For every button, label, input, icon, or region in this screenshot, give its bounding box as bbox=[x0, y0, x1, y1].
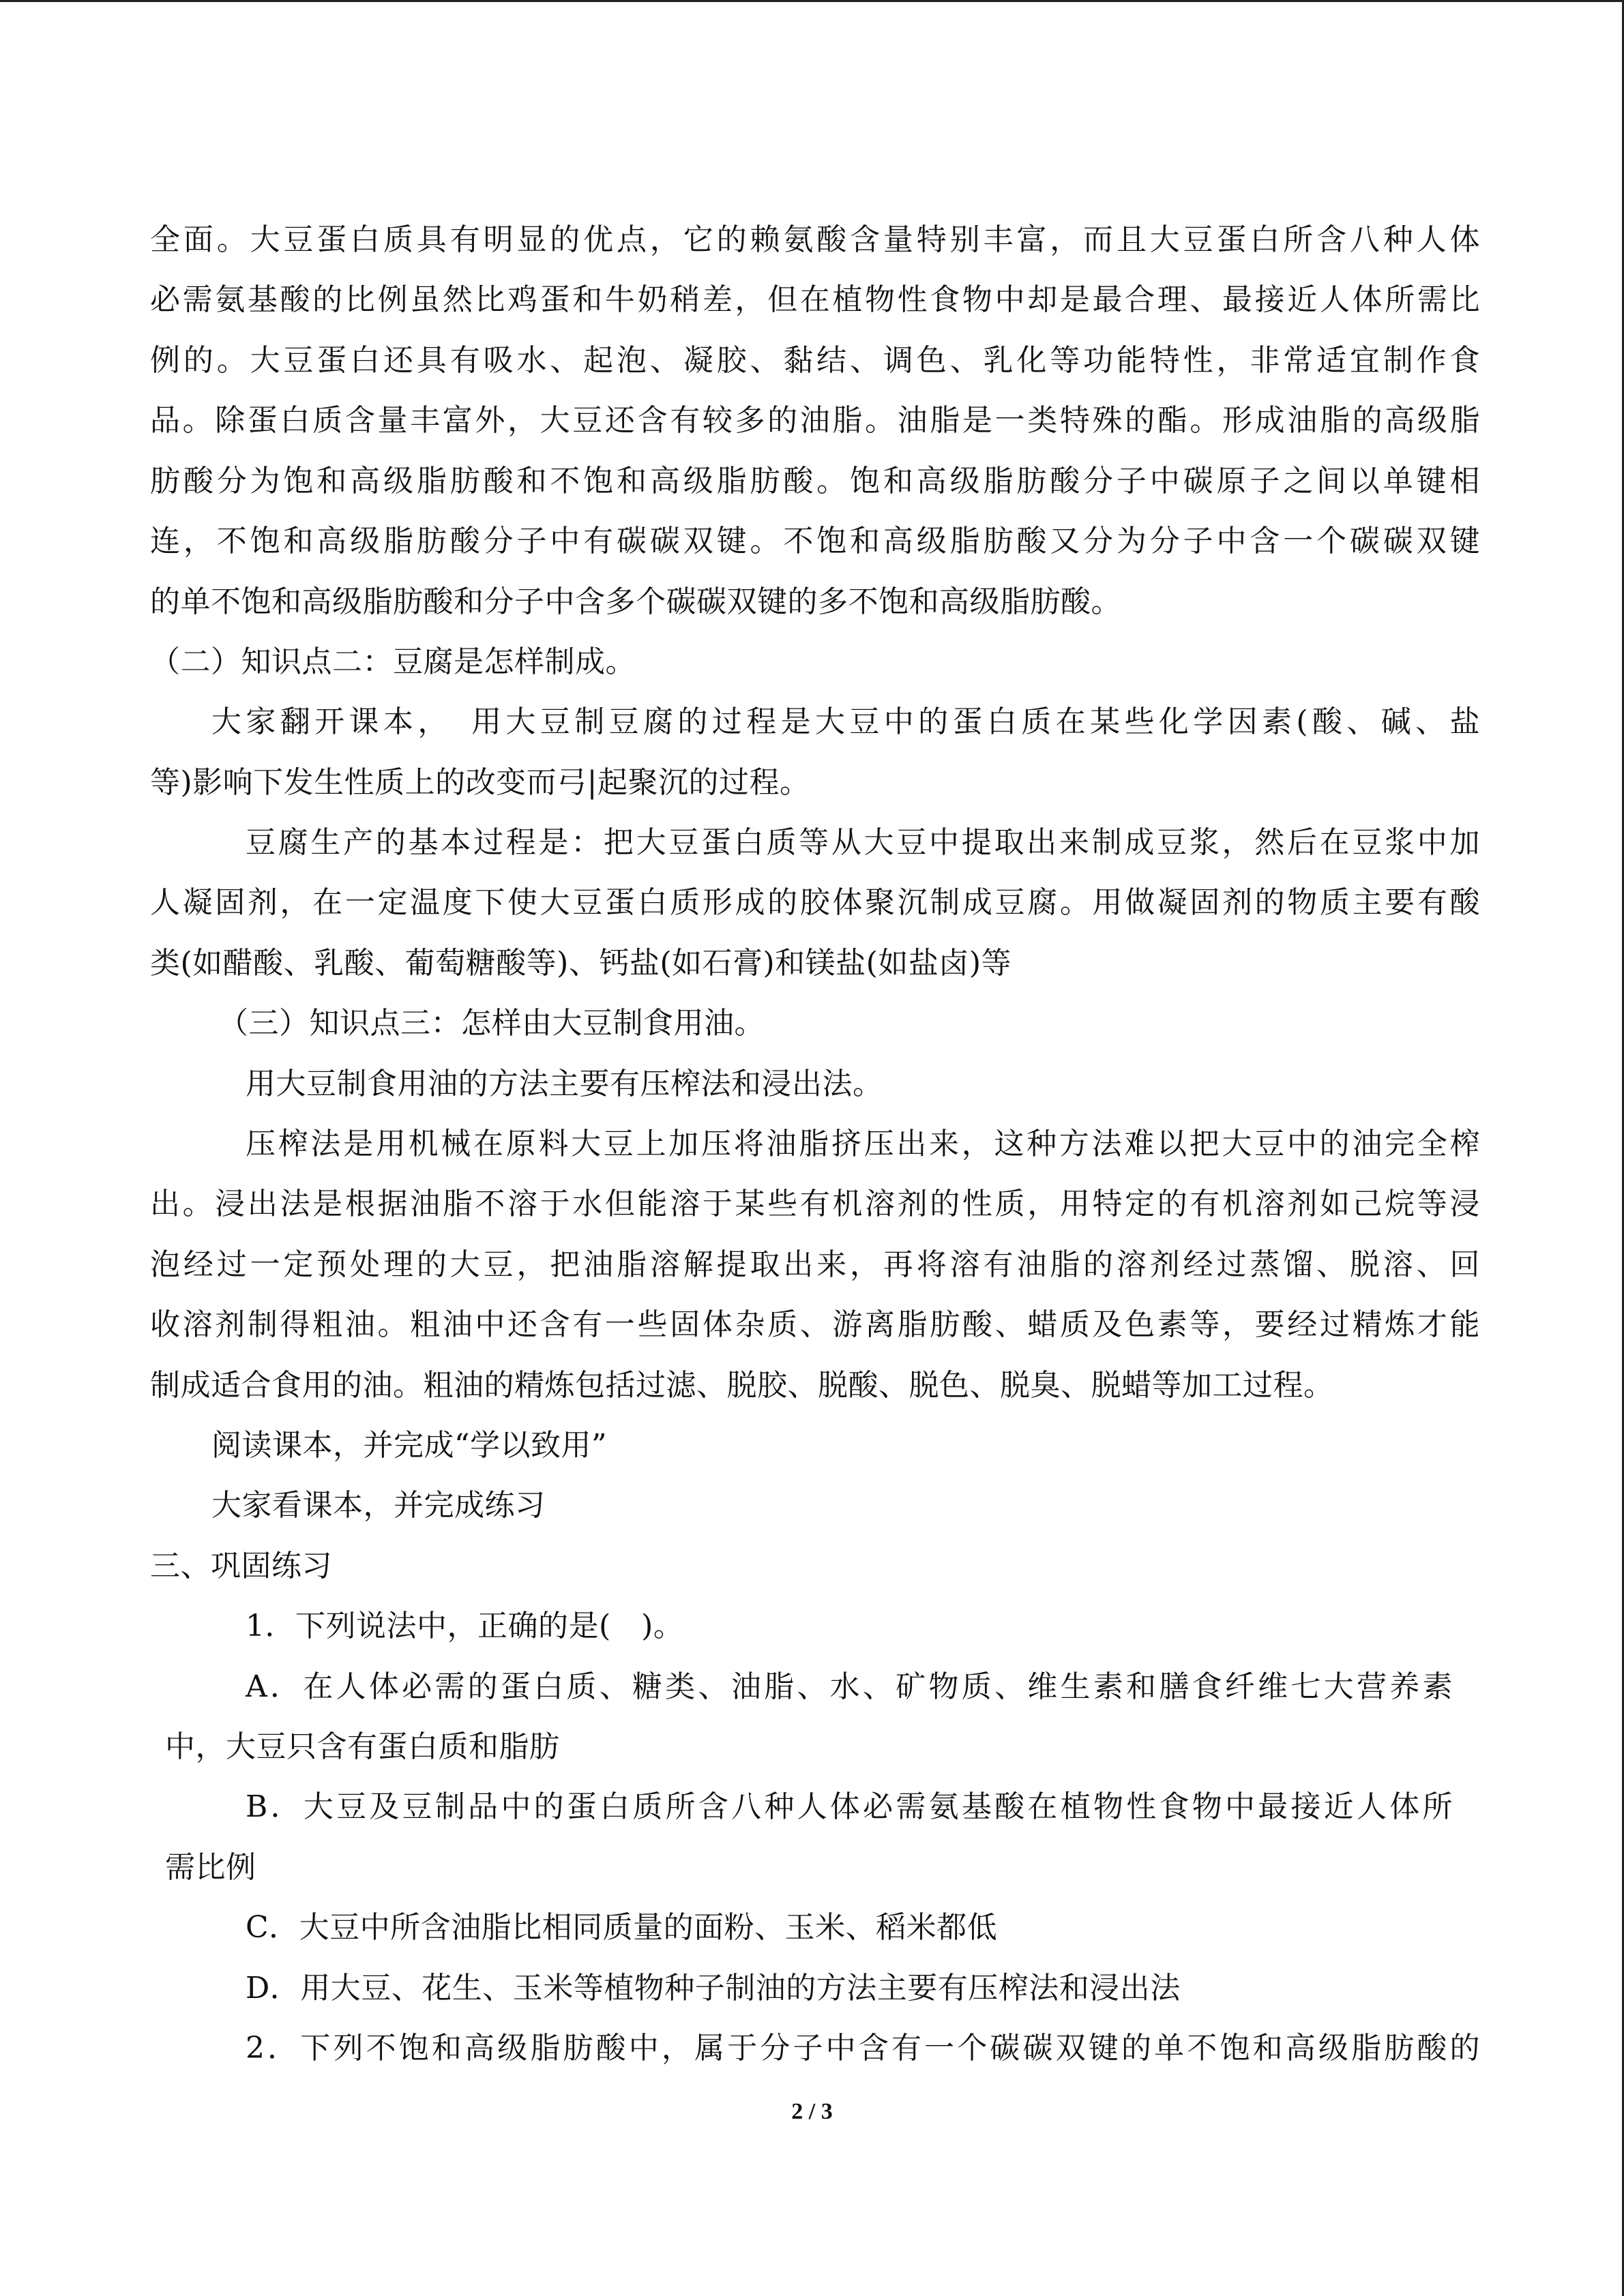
paragraph-line: 制成适合食用的油。粗油的精炼包括过滤、脱胶、脱酸、脱色、脱臭、脱蜡等加工过程。 bbox=[150, 1368, 1334, 1403]
paragraph-line: 大家看课本，并完成练习 bbox=[211, 1488, 546, 1523]
paragraph-line: 豆腐生产的基本过程是：把大豆蛋白质等从大豆中提取出来制成豆浆，然后在豆浆中加 bbox=[246, 825, 1480, 860]
paragraph-line: 大家翻开课本， 用大豆制豆腐的过程是大豆中的蛋白质在某些化学因素(酸、碱、盐 bbox=[211, 704, 1480, 739]
paragraph-line: 泡经过一定预处理的大豆，把油脂溶解提取出来，再将溶有油脂的溶剂经过蒸馏、脱溶、回 bbox=[150, 1247, 1480, 1282]
paragraph-line: 品。除蛋白质含量丰富外，大豆还含有较多的油脂。油脂是一类特殊的酯。形成油脂的高级脂 bbox=[150, 403, 1480, 438]
paragraph-line: 压榨法是用机械在原料大豆上加压将油脂挤压出来，这种方法难以把大豆中的油完全榨 bbox=[246, 1127, 1480, 1161]
page-border-top bbox=[0, 0, 1624, 2]
page-number: 2 / 3 bbox=[791, 2099, 833, 2124]
paragraph-line: 例的。大豆蛋白还具有吸水、起泡、凝胶、黏结、调色、乳化等功能特性，非常适宜制作食 bbox=[150, 343, 1480, 378]
paragraph-line: 收溶剂制得粗油。粗油中还含有一些固体杂质、游离脂肪酸、蜡质及色素等，要经过精炼才能 bbox=[150, 1307, 1480, 1342]
section-heading-2: （二）知识点二：豆腐是怎样制成。 bbox=[150, 644, 636, 679]
paragraph-line: 等)影响下发生性质上的改变而弓|起聚沉的过程。 bbox=[150, 765, 810, 800]
question-2: 2．下列不饱和高级脂肪酸中，属于分子中含有一个碳碳双键的单不饱和高级脂肪酸的 bbox=[246, 2031, 1480, 2066]
option-a: A．在人体必需的蛋白质、糖类、油脂、水、矿物质、维生素和膳食纤维七大营养素 bbox=[246, 1669, 1453, 1704]
option-b-continued: 需比例 bbox=[165, 1850, 256, 1885]
paragraph-line: 必需氨基酸的比例虽然比鸡蛋和牛奶稍差，但在植物性食物中却是最合理、最接近人体所需比 bbox=[150, 282, 1480, 317]
paragraph-line: 连，不饱和高级脂肪酸分子中有碳碳双键。不饱和高级脂肪酸又分为分子中含一个碳碳双键 bbox=[150, 524, 1480, 558]
option-c: C．大豆中所含油脂比相同质量的面粉、玉米、稻米都低 bbox=[246, 1910, 998, 1945]
paragraph-line: 类(如醋酸、乳酸、葡萄糖酸等)、钙盐(如石膏)和镁盐(如盐卤)等 bbox=[150, 946, 1012, 981]
option-d: D．用大豆、花生、玉米等植物种子制油的方法主要有压榨法和浸出法 bbox=[246, 1971, 1181, 2006]
option-a-continued: 中，大豆只含有蛋白质和脂肪 bbox=[165, 1729, 560, 1764]
option-b: B．大豆及豆制品中的蛋白质所含八种人体必需氨基酸在植物性食物中最接近人体所 bbox=[246, 1789, 1453, 1824]
paragraph-line: 出。浸出法是根据油脂不溶于水但能溶于某些有机溶剂的性质，用特定的有机溶剂如己烷等浸 bbox=[150, 1187, 1480, 1221]
paragraph-line: 阅读课本，并完成“学以致用” bbox=[211, 1428, 607, 1463]
paragraph-line: 用大豆制食用油的方法主要有压榨法和浸出法。 bbox=[246, 1067, 883, 1101]
question-1: 1．下列说法中，正确的是( )。 bbox=[246, 1609, 684, 1643]
paragraph-line: 全面。大豆蛋白质具有明显的优点，它的赖氨酸含量特别丰富，而且大豆蛋白所含八种人体 bbox=[150, 222, 1480, 257]
paragraph-line: 肪酸分为饱和高级脂肪酸和不饱和高级脂肪酸。饱和高级脂肪酸分子中碳原子之间以单键相 bbox=[150, 464, 1480, 498]
paragraph-line: 人凝固剂，在一定温度下使大豆蛋白质形成的胶体聚沉制成豆腐。用做凝固剂的物质主要有酸 bbox=[150, 885, 1480, 920]
section-heading-3: （三）知识点三：怎样由大豆制食用油。 bbox=[218, 1006, 765, 1041]
section-heading-exercise: 三、巩固练习 bbox=[150, 1549, 332, 1583]
paragraph-line: 的单不饱和高级脂肪酸和分子中含多个碳碳双键的多不饱和高级脂肪酸。 bbox=[150, 584, 1121, 619]
